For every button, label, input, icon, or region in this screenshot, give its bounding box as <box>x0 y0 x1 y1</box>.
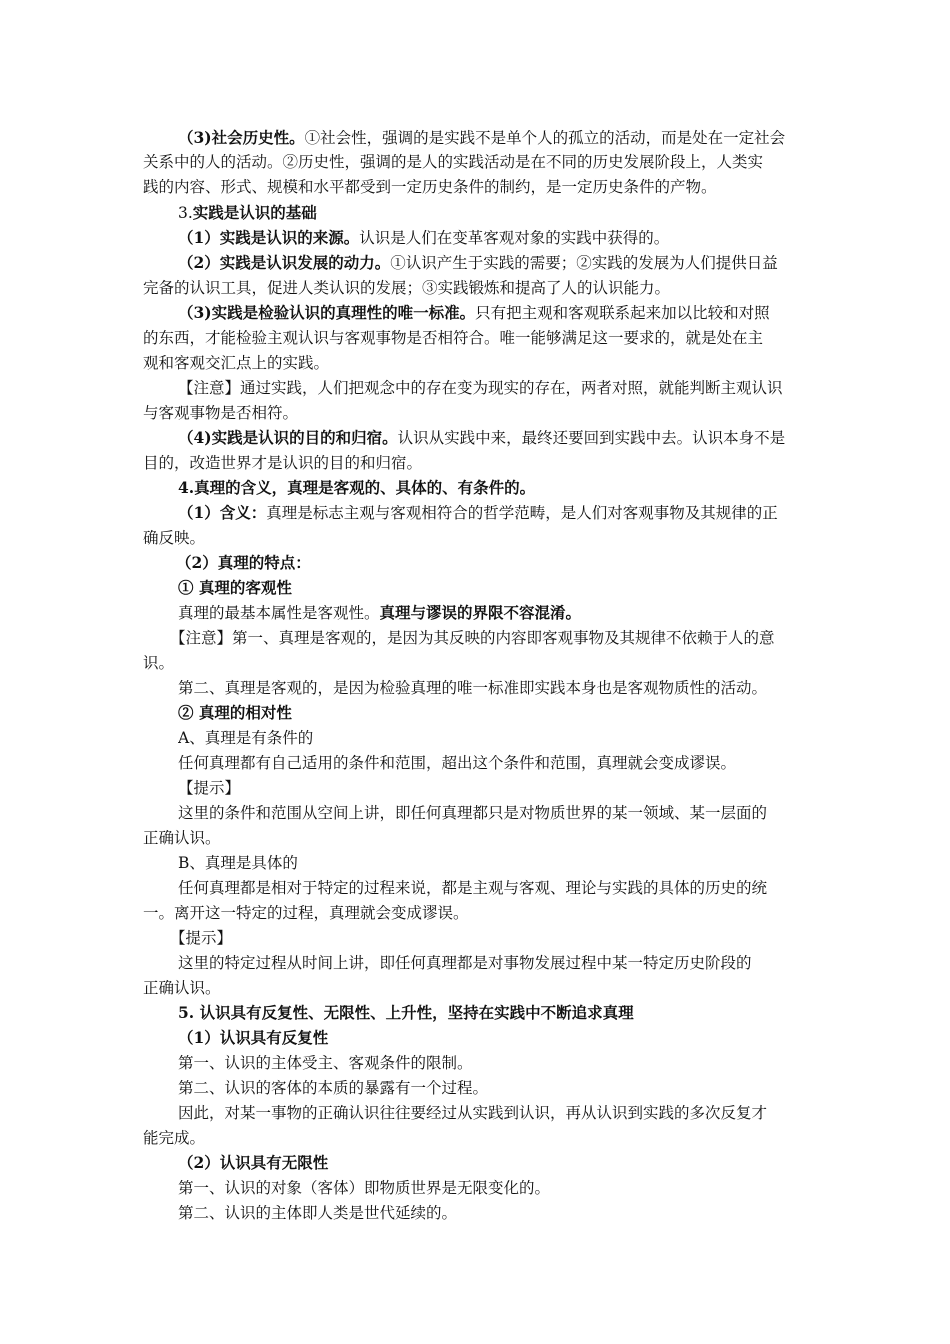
subheading <box>178 1151 848 1175</box>
text-span: 与客观事物是否相符。 <box>143 404 299 422</box>
text-line <box>170 626 840 650</box>
text-span: 任何真理都是相对于特定的过程来说，都是主观与客观、理论与实践的具体的历史的统 <box>178 879 768 897</box>
text-bold-span: 实践是认识的基础 <box>192 203 317 222</box>
text-line <box>178 251 848 275</box>
text-line <box>178 776 848 800</box>
text-line <box>178 601 848 625</box>
text-line <box>143 651 813 675</box>
text-line <box>143 150 813 174</box>
text-span: 认识从实践中来，最终还要回到实践中去。认识本身不是 <box>397 429 786 447</box>
text-line <box>143 976 813 1000</box>
text-line <box>178 676 848 700</box>
text-line <box>178 1076 848 1100</box>
text-line <box>178 226 848 250</box>
text-span: 3. <box>178 204 193 222</box>
text-span: 第二、认识的主体即人类是世代延续的。 <box>178 1204 458 1222</box>
text-bold-span: 5. 认识具有反复性、无限性、上升性，坚持在实践中不断追求真理 <box>178 1003 634 1022</box>
text-span: 践的内容、形式、规模和水平都受到一定历史条件的制约，是一定历史条件的产物。 <box>143 178 717 196</box>
text-span: ①社会性，强调的是实践不是单个人的孤立的活动，而是处在一定社会 <box>304 129 786 147</box>
text-line <box>143 1126 813 1150</box>
text-line <box>178 126 848 150</box>
text-line <box>178 951 848 975</box>
text-span: A、真理是有条件的 <box>178 729 314 747</box>
text-line <box>143 351 813 375</box>
text-bold-span: （4)实践是认识的目的和归宿。 <box>178 428 398 447</box>
section-heading <box>178 201 848 225</box>
text-span: 真理的最基本属性是客观性。 <box>178 604 380 622</box>
text-span: 正确认识。 <box>143 829 221 847</box>
text-line <box>143 175 813 199</box>
text-bold-span: （1）实践是认识的来源。 <box>178 228 360 247</box>
text-line <box>143 401 813 425</box>
text-line <box>178 426 848 450</box>
text-bold-span: ① 真理的客观性 <box>178 578 292 597</box>
text-span: 第二、真理是客观的，是因为检验真理的唯一标准即实践本身也是客观物质性的活动。 <box>178 679 768 697</box>
text-bold-span: （2）认识具有无限性 <box>178 1153 329 1172</box>
section-heading <box>178 476 848 500</box>
text-span: 识。 <box>143 654 175 672</box>
text-line <box>143 276 813 300</box>
text-span: 认识是人们在变革客观对象的实践中获得的。 <box>359 229 670 247</box>
text-span: 的东西，才能检验主观认识与客观事物是否相符合。唯一能够满足这一要求的，就是处在主 <box>143 329 764 347</box>
text-span: 真理是标志主观与客观相符合的哲学范畴，是人们对客观事物及其规律的正 <box>266 504 778 522</box>
text-bold-span: 真理与谬误的界限不容混淆。 <box>379 603 582 622</box>
subheading <box>176 551 846 575</box>
text-span: 这里的条件和范围从空间上讲，即任何真理都只是对物质世界的某一领域、某一层面的 <box>178 804 768 822</box>
text-line <box>178 801 848 825</box>
subheading <box>178 701 848 725</box>
text-span: B、真理是具体的 <box>178 854 298 872</box>
text-line <box>178 1101 848 1125</box>
text-line <box>178 376 848 400</box>
text-line <box>178 501 848 525</box>
text-span: 观和客观交汇点上的实践。 <box>143 354 330 372</box>
text-line <box>178 1051 848 1075</box>
text-span: 因此，对某一事物的正确认识往往要经过从实践到认识，再从认识到实践的多次反复才 <box>178 1104 768 1122</box>
text-bold-span: （3)社会历史性。 <box>178 128 305 147</box>
text-span: 正确认识。 <box>143 979 221 997</box>
text-line <box>143 526 813 550</box>
text-span: ①认识产生于实践的需要；②实践的发展为人们提供日益 <box>390 254 778 272</box>
text-bold-span: （1）认识具有反复性 <box>178 1028 329 1047</box>
text-span: 【注意】通过实践，人们把观念中的存在变为现实的存在，两者对照，就能判断主观认识 <box>178 379 783 397</box>
text-bold-span: （2）真理的特点： <box>176 553 311 572</box>
text-span: 第一、认识的对象（客体）即物质世界是无限变化的。 <box>178 1179 551 1197</box>
section-heading <box>178 1001 848 1025</box>
text-span: 完备的认识工具，促进人类认识的发展；③实践锻炼和提高了人的认识能力。 <box>143 279 671 297</box>
text-span: 只有把主观和客观联系起来加以比较和对照 <box>475 304 770 322</box>
text-line <box>143 826 813 850</box>
text-bold-span: （3)实践是检验认识的真理性的唯一标准。 <box>178 303 476 322</box>
text-line <box>170 926 840 950</box>
text-bold-span: （1）含义： <box>178 503 267 522</box>
text-line <box>178 301 848 325</box>
text-span: 【提示】 <box>178 779 241 797</box>
text-span: 第二、认识的客体的本质的暴露有一个过程。 <box>178 1079 489 1097</box>
text-line <box>143 901 813 925</box>
text-span: 【提示】 <box>170 929 233 947</box>
text-line <box>143 326 813 350</box>
text-line <box>178 726 848 750</box>
text-line <box>178 851 848 875</box>
text-span: 这里的特定过程从时间上讲，即任何真理都是对事物发展过程中某一特定历史阶段的 <box>178 954 752 972</box>
text-line <box>178 751 848 775</box>
text-line <box>143 451 813 475</box>
text-bold-span: 4.真理的含义，真理是客观的、具体的、有条件的。 <box>178 478 536 497</box>
text-span: 【注意】第一、真理是客观的，是因为其反映的内容即客观事物及其规律不依赖于人的意 <box>170 629 775 647</box>
text-line <box>178 876 848 900</box>
text-span: 能完成。 <box>143 1129 206 1147</box>
text-span: 确反映。 <box>143 529 206 547</box>
text-span: 关系中的人的活动。②历史性，强调的是人的实践活动是在不同的历史发展阶段上，人类实 <box>143 153 764 171</box>
subheading <box>178 1026 848 1050</box>
text-bold-span: ② 真理的相对性 <box>178 703 292 722</box>
text-span: 任何真理都有自己适用的条件和范围，超出这个条件和范围，真理就会变成谬误。 <box>178 754 737 772</box>
text-bold-span: （2）实践是认识发展的动力。 <box>178 253 391 272</box>
text-line <box>178 1201 848 1225</box>
text-line <box>178 1176 848 1200</box>
text-span: 第一、认识的主体受主、客观条件的限制。 <box>178 1054 473 1072</box>
text-span: 一。离开这一特定的过程，真理就会变成谬误。 <box>143 904 469 922</box>
text-span: 目的，改造世界才是认识的目的和归宿。 <box>143 454 423 472</box>
subheading <box>178 576 848 600</box>
